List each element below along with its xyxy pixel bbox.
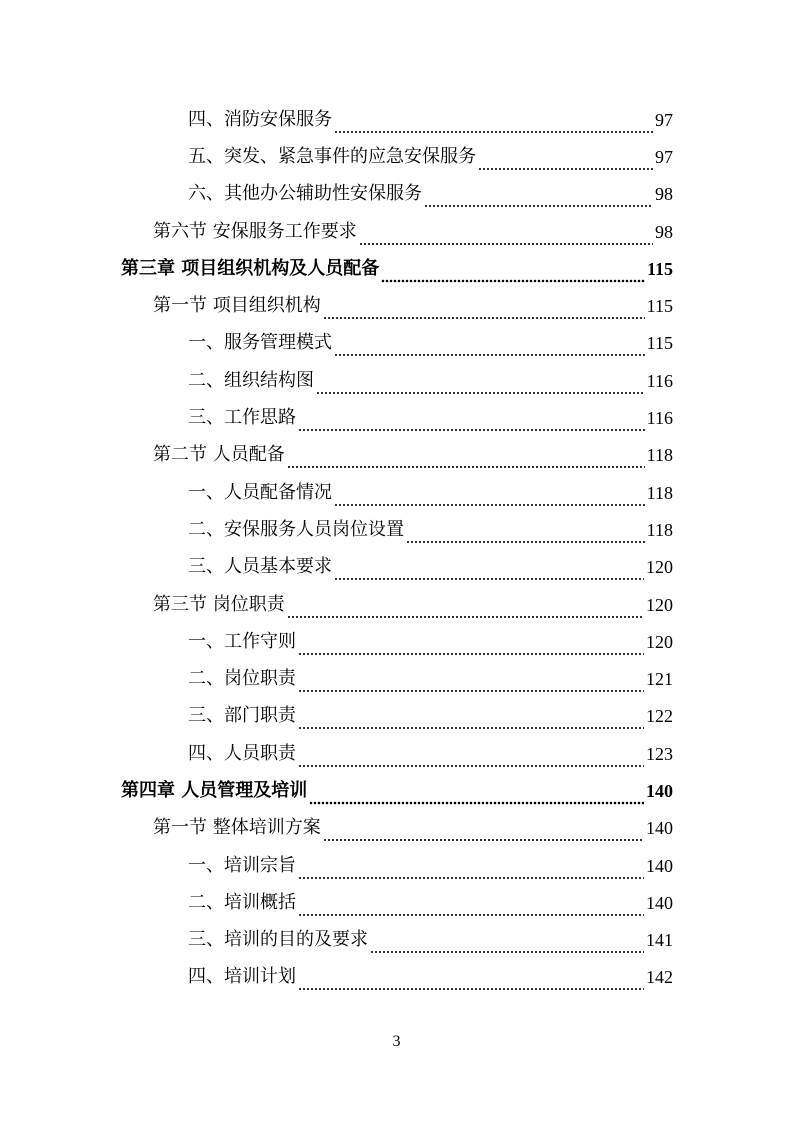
toc-entry-title: 第一节 整体培训方案: [153, 817, 321, 839]
toc-entry-page: 98: [655, 184, 673, 205]
toc-entry-title: 第三节 岗位职责: [153, 593, 285, 615]
toc-subsection-entry[interactable]: [0, 101, 793, 138]
toc-subsection-entry[interactable]: [0, 623, 793, 660]
toc-entry-page: 140: [646, 780, 673, 801]
toc-dot-leader: [334, 339, 645, 357]
toc-dot-leader: [298, 862, 644, 880]
toc-entry-page: 140: [646, 855, 673, 876]
table-of-contents: [0, 101, 793, 996]
toc-dot-leader: [334, 116, 653, 134]
toc-dot-leader: [334, 489, 645, 507]
toc-entry-page: 123: [646, 743, 673, 764]
toc-entry-title: 一、培训宗旨: [188, 854, 296, 876]
toc-section-entry[interactable]: [0, 287, 793, 324]
toc-entry-title: 四、消防安保服务: [188, 108, 332, 130]
toc-entry-title: 一、人员配备情况: [188, 481, 332, 503]
toc-entry-page: 97: [655, 146, 673, 167]
toc-entry-title: 二、安保服务人员岗位设置: [188, 518, 404, 540]
toc-entry-page: 98: [655, 221, 673, 242]
toc-entry-page: 116: [646, 408, 673, 429]
toc-subsection-entry[interactable]: [0, 474, 793, 511]
toc-entry-title: 第二节 人员配备: [153, 444, 285, 466]
toc-entry-title: 五、突发、紧急事件的应急安保服务: [188, 145, 476, 167]
toc-dot-leader: [287, 451, 645, 469]
toc-entry-page: 140: [646, 892, 673, 913]
toc-dot-leader: [316, 377, 645, 395]
toc-entry-page: 121: [646, 669, 673, 690]
toc-entry-title: 第三章 项目组织机构及人员配备: [121, 257, 380, 279]
toc-subsection-entry[interactable]: [0, 660, 793, 697]
toc-entry-title: 二、岗位职责: [188, 668, 296, 690]
toc-entry-title: 二、培训概括: [188, 891, 296, 913]
toc-entry-title: 第六节 安保服务工作要求: [153, 220, 357, 242]
toc-dot-leader: [424, 190, 653, 208]
toc-section-entry[interactable]: [0, 213, 793, 250]
toc-dot-leader: [298, 899, 644, 917]
toc-entry-page: 115: [646, 296, 673, 317]
toc-entry-title: 三、部门职责: [188, 705, 296, 727]
toc-entry-page: 141: [646, 930, 673, 951]
toc-section-entry[interactable]: [0, 437, 793, 474]
toc-dot-leader: [478, 153, 653, 171]
toc-entry-title: 一、工作守则: [188, 630, 296, 652]
toc-dot-leader: [298, 414, 645, 432]
toc-chapter-entry[interactable]: [0, 772, 793, 809]
toc-subsection-entry[interactable]: [0, 922, 793, 959]
toc-entry-page: 120: [646, 594, 673, 615]
toc-entry-title: 三、人员基本要求: [188, 556, 332, 578]
toc-subsection-entry[interactable]: [0, 698, 793, 735]
toc-dot-leader: [323, 302, 645, 320]
toc-entry-page: 120: [646, 631, 673, 652]
toc-dot-leader: [370, 936, 644, 954]
toc-section-entry[interactable]: [0, 586, 793, 623]
toc-entry-title: 第四章 人员管理及培训: [121, 779, 308, 801]
toc-entry-page: 122: [646, 706, 673, 727]
toc-dot-leader: [298, 750, 644, 768]
toc-entry-page: 118: [646, 482, 673, 503]
toc-entry-title: 三、工作思路: [188, 407, 296, 429]
toc-entry-title: 六、其他办公辅助性安保服务: [188, 183, 422, 205]
toc-subsection-entry[interactable]: [0, 511, 793, 548]
toc-entry-title: 四、人员职责: [188, 742, 296, 764]
toc-entry-title: 二、组织结构图: [188, 369, 314, 391]
toc-entry-title: 第一节 项目组织机构: [153, 295, 321, 317]
toc-dot-leader: [334, 563, 644, 581]
toc-entry-page: 120: [646, 557, 673, 578]
toc-entry-page: 115: [646, 258, 673, 279]
toc-entry-page: 97: [655, 109, 673, 130]
toc-subsection-entry[interactable]: [0, 884, 793, 921]
toc-dot-leader: [381, 265, 645, 283]
toc-entry-page: 116: [646, 370, 673, 391]
toc-section-entry[interactable]: [0, 810, 793, 847]
toc-dot-leader: [298, 638, 644, 656]
toc-entry-page: 140: [646, 818, 673, 839]
toc-entry-title: 一、服务管理模式: [188, 332, 332, 354]
toc-entry-page: 142: [646, 967, 673, 988]
toc-dot-leader: [323, 824, 644, 842]
toc-dot-leader: [287, 601, 644, 619]
toc-subsection-entry[interactable]: [0, 735, 793, 772]
toc-subsection-entry[interactable]: [0, 138, 793, 175]
toc-entry-title: 三、培训的目的及要求: [188, 929, 368, 951]
toc-subsection-entry[interactable]: [0, 176, 793, 213]
toc-dot-leader: [309, 787, 644, 805]
toc-subsection-entry[interactable]: [0, 362, 793, 399]
toc-subsection-entry[interactable]: [0, 549, 793, 586]
toc-subsection-entry[interactable]: [0, 325, 793, 362]
toc-dot-leader: [298, 973, 644, 991]
page-number: 3: [392, 1033, 401, 1050]
toc-subsection-entry[interactable]: [0, 959, 793, 996]
toc-subsection-entry[interactable]: [0, 399, 793, 436]
toc-entry-title: 四、培训计划: [188, 966, 296, 988]
toc-subsection-entry[interactable]: [0, 847, 793, 884]
toc-dot-leader: [298, 675, 644, 693]
toc-entry-page: 118: [646, 445, 673, 466]
toc-entry-page: 118: [646, 519, 673, 540]
toc-chapter-entry[interactable]: [0, 250, 793, 287]
toc-entry-page: 115: [646, 333, 673, 354]
toc-dot-leader: [359, 228, 653, 246]
toc-dot-leader: [406, 526, 645, 544]
toc-dot-leader: [298, 712, 644, 730]
